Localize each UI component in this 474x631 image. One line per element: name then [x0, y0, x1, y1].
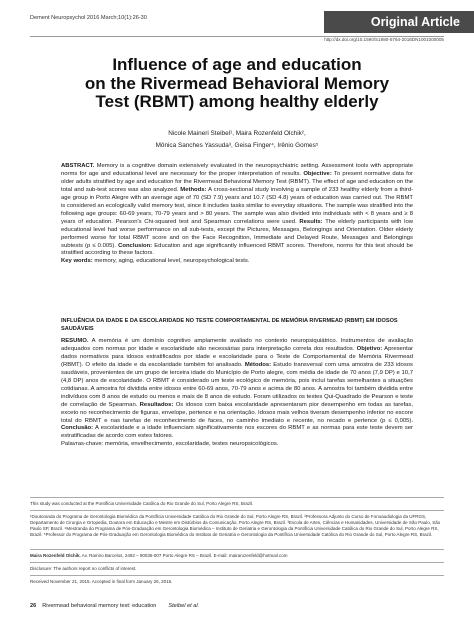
resultados-label: Resultados: — [139, 401, 174, 408]
conclusion-label: Conclusion: — [118, 242, 153, 249]
abstract-intro: Memory is a cognitive domain extensively evaluated in the neuropsychiatric setting. Assessment tools with appropriate norms for age and educational level are necessary for the proper interpretation of results. — [61, 163, 413, 177]
footnote-divider — [30, 497, 444, 498]
title-line: Test (RBMT) among healthy elderly — [95, 92, 379, 111]
footnote-divider — [30, 575, 444, 576]
resumo-intro: A memória é um domínio cognitivo amplamente avaliado no contexto neuropsiquiátrico. Instrumentos de avaliação adequados com normas por idade e escolaridade são necessárias para interpretação correta dos resultados. — [61, 338, 413, 352]
page-number: 26 — [30, 603, 37, 609]
author-line: Nicole Maineri Steibel¹, Maira Rozenfeld Olchik², — [168, 130, 306, 137]
title-line: Influence of age and education — [112, 55, 362, 74]
affiliations-note: ¹Doutoranda do Programa de Gerontologia Biomédica da Pontifícia Universidade Católica do Rio Grande do Sul, Porto Alegre RS, Brazil. ²Professora Adjunto do Curso de Fonoaudiologia da UFRGS, Departamento de Cirurgia e Ortopedia, Doutora em Educação e Mestre em Distúrbios da Comunicação, Porto Alegre RS, Brazil. ³Escola de Artes, Ciências e Humanidades, Universidade de São Paulo, São Paulo SP, Brazil. ⁴Mestranda do Programa de Pós-Graduação em Gerontologia Biomédica – Instituto de Geriatria e Gerontologia da Pontifícia Universidade Católica do Rio Grande do Sul, Porto Alegre RS, Brazil. ⁵Professor do Programa de Pós-Graduação em Gerontologia Biomédica do Instituto de Geriatria e Gerontologia da Pontifícia Universidade Católica do Rio Grande do Sul, Porto Alegre RS, Brazil. — [30, 514, 441, 538]
conclusion-text: Education and age significantly influenced RBMT scores. Therefore, norms for this test should be stratified according to these factors. — [61, 242, 413, 257]
author-line: Mônica Sanches Yassuda³, Geisa Finger⁴, Irênio Gomes⁵ — [155, 142, 319, 149]
page-footer — [30, 603, 199, 609]
resumo-title: INFLUÊNCIA DA IDADE E DA ESCOLARIDADE NO TESTE COMPORTAMENTAL DE MEMÓRIA RIVERMEAD (RBMT) EM IDOSOS SAUDÁVEIS — [61, 318, 398, 332]
footnote-divider — [30, 510, 444, 511]
conclusao-label: Conclusão: — [61, 425, 94, 432]
footnote-divider — [30, 562, 444, 563]
correspondence-address: Av. Ramiro Barcelos, 2492 – 90035-007 Porto Alegre RS – Brazil. E-mail: mairarozenfeld@hotmail.com — [80, 553, 288, 558]
objetivo-label: Objetivo: — [356, 345, 383, 352]
article-title — [30, 56, 444, 112]
article-type-badge: Original Article — [324, 11, 474, 33]
keywords-text: memory, aging, educational level, neuropsychological tests. — [92, 258, 250, 265]
running-authors: Steibel et al. — [168, 603, 200, 609]
results-text: The elderly participants with low educational level had worse performance on all sub-tests, except the Pictures, Messages, Belongings and Orientation. Older elderly performed worse for total RBMT score and on the Face Recognition, Immediate and Delayed Route, Messages and Belongings subtests (p ≤ 0.005). — [61, 218, 413, 249]
palavras-chave-text: memória, envelhecimento, escolaridade, testes neuropsicológicos. — [103, 441, 279, 448]
conclusao-text: A escolaridade e a idade influenciam significativamente nos escores do RBMT e as normas para este teste devem ser estratificadas de acordo com estes fatores. — [61, 425, 413, 440]
objetivo-text: Apresentar dados normativos para idosos estratificados por idade e escolaridade para o Teste de Comportamental de Memória Rivermead (RBMT). O efeito da idade e da escolaridade também foi analisado. — [61, 345, 413, 368]
study-location-note: This study was conducted at the Pontifícia Universidade Católica do Rio Grande do Sul, Porto Alegre RS, Brazil. — [30, 501, 254, 506]
methods-label: Methods: — [180, 186, 207, 193]
journal-citation: Dement Neuropsychol 2016 March;10(1):26-30 — [30, 15, 147, 21]
metodos-text: Estudo transversal com uma amostra de 233 idosos saudáveis, provenientes de um grupo de terceira idade do Município de Porto alegre, com média de idade de 70 anos (7,9 DP) e 10,7 (4,8 DP) anos de escolaridade. O RBMT é considerado um teste ecológico de memória, pois inclui tarefas semelhantes a situações cotidianas. A amostra foi dividida entre idosos entre 60-69 anos, 70-79 anos e acima de 80 anos. A amostra foi também dividida entre indivíduos com 8 anos de estudo ou menos e mais de 8 anos de estudo. Foram utilizados os testes Qui-Quadrado de Pearson e teste de correlação de Spearman. — [61, 361, 413, 408]
resumo-label: RESUMO. — [61, 338, 89, 344]
disclosure-note: Disclosure: The authors report no conflicts of interest. — [30, 566, 137, 571]
author-list — [30, 128, 444, 152]
footnote-divider — [30, 549, 444, 550]
objective-text: To present normative data for older adults stratified by age and education for the Rivermead Behavioral Memory Test (RBMT). The effect of age and education on the total and sub-test scores was also analyzed. — [61, 170, 413, 193]
page-header — [0, 0, 474, 44]
correspondence-note — [30, 553, 444, 559]
doi-link[interactable]: http://dx.doi.org/10.1590/S1980-5764-2016DN1001000005 — [324, 37, 444, 42]
abstract-en — [61, 163, 413, 266]
objective-label: Objective: — [303, 170, 332, 177]
metodos-label: Métodos: — [244, 361, 272, 368]
title-line: on the Rivermead Behavioral Memory — [84, 73, 390, 93]
received-note: Received November 21, 2015. Accepted in final form January 26, 2016. — [30, 579, 173, 584]
abstract-pt — [61, 338, 413, 449]
resultados-text: Os idosos com baixa escolaridade apresentaram pior desempenho em todas as tarefas, exceto no reconhecimento de figuras, envelope, pertence e na orientação. Idosos mais velhos tiveram desempenho inferior no escore total do RBMT e nas tarefas de reconhecimento de faces, no caminho imediato e recente, no recado e pertence (p ≤ 0,005). — [61, 401, 413, 424]
methods-text: A cross-sectional study involving a sample of 233 healthy elderly from a third-age group in Porto Alegre with an average age of 70 (SD 7.9) years and 10.7 (SD 4.8) years of education was carried out. The RBMT is considered an ecologically valid memory test, since it includes tasks similar to everyday situations. The sample was stratified into the following age groups: 60-69 years, 70-79 years and > 80 years. The sample was also divided into individuals with < 8 years and ≥ 8 years of education. Pearson's Chi-squared test and Spearman correlations were used. — [61, 186, 413, 225]
abstract-label: ABSTRACT. — [61, 163, 95, 169]
keywords-label: Key words: — [61, 258, 93, 265]
correspondence-name: Maira Rozenfeld Olchik. — [30, 553, 81, 558]
running-title: Rivermead behavioral memory test: education — [42, 603, 157, 609]
results-label: Results: — [299, 218, 323, 225]
palavras-chave-label: Palavras-chave: — [61, 441, 104, 448]
